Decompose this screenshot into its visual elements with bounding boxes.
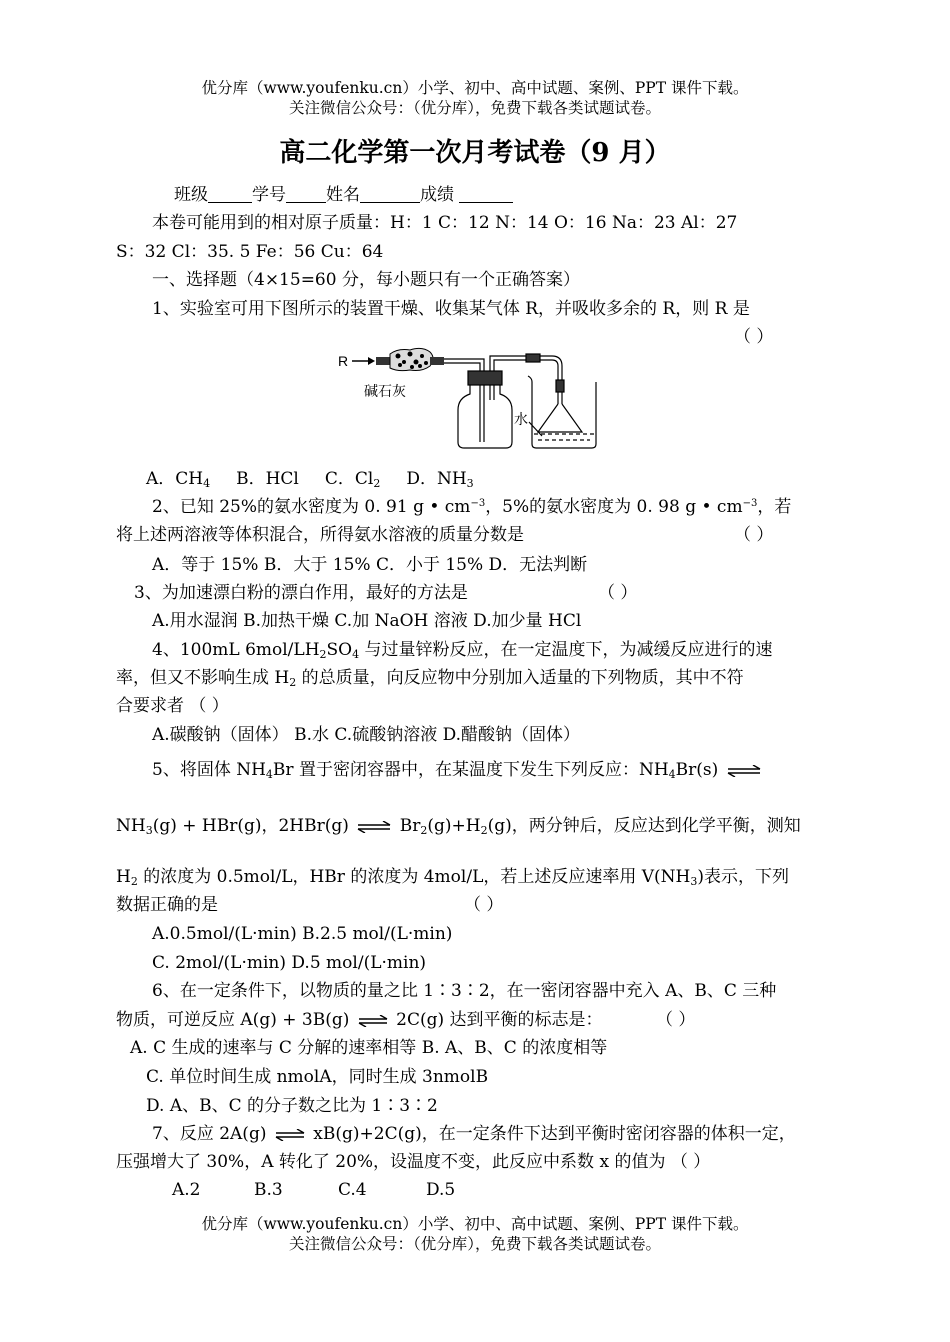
name-blank[interactable] [360,184,420,203]
equilibrium-arrow-icon [357,821,391,833]
q4-stem-line-2: 率，但又不影响生成 $H_2$ 的总质量，向反应物中分别加入适量的下列物质，其中不符 [116,668,744,689]
number-label: 学号 [252,185,286,205]
inlet-arrow [352,357,375,365]
q7-option-a[interactable]: A.2 [172,1180,201,1200]
diagram-label-water: 水 [514,411,528,427]
score-blank[interactable] [459,184,513,203]
q5-options-cd[interactable]: C. 2mol/(L·min) D.5 mol/(L·min) [152,953,427,973]
q6-option-c[interactable]: C. 单位时间生成 nmolA，同时生成 3nmolB [146,1067,489,1087]
diagram-label-r: R [338,353,349,369]
q1-apparatus-diagram [330,338,610,456]
student-info-line [174,184,513,206]
q2-stem-line-2: 将上述两溶液等体积混合，所得氨水溶液的质量分数是 [116,525,524,545]
q2-stem-line-1: 2、已知 25%的氨水密度为 0. 91 g • $cm^{-3}$，5%的氨水密度为 0. 98 g • $cm^{-3}$，若 [152,497,792,517]
number-blank[interactable] [286,184,326,203]
q1-options [146,468,474,490]
equilibrium-arrow-icon [727,765,761,777]
drying-tube [376,348,444,370]
header-line-2: 关注微信公众号：（优分库），免费下载各类试题试卷。 [288,99,661,117]
q7-option-c[interactable]: C.4 [338,1180,367,1200]
q6-option-d[interactable]: D. A、B、C 的分子数之比为 1∶3∶2 [146,1096,438,1116]
equilibrium-arrow-icon [275,1129,305,1141]
page-title: 高二化学第一次月考试卷（9 月） [279,138,671,168]
header-line-1: 优分库（www.youfenku.cn）小学、初中、高中试题、案例、PPT 课件下载。 [201,79,749,97]
footer-line-2: 关注微信公众号：（优分库），免费下载各类试题试卷。 [288,1235,661,1253]
q7-option-b[interactable]: B.3 [254,1180,283,1200]
class-blank[interactable] [208,184,252,203]
q1-stem: 1、实验室可用下图所示的装置干燥、收集某气体 R，并吸收多余的 R，则 R 是 [152,299,750,319]
q1-answer-bracket: （ ） [734,327,774,347]
q6-answer-bracket: （ ） [656,1010,696,1030]
name-label: 姓名 [326,185,360,205]
connecting-tubes [444,354,562,384]
q3-options[interactable]: A.用水湿润 B.加热干燥 C.加 NaOH 溶液 D.加少量 HCl [152,611,582,631]
q6-options-ab[interactable]: A. C 生成的速率与 C 分解的速率相等 B. A、B、C 的浓度相等 [130,1038,608,1058]
q5-options-ab[interactable]: A.0.5mol/(L·min) B.2.5 mol/(L·min) [152,924,453,944]
q4-stem-line-1: 4、100mL $6mol/LH_2SO_4$ 与过量锌粉反应，在一定温度下，为减缓反应进行的速 [152,640,773,661]
class-label: 班级 [174,185,208,205]
q2-options[interactable]: A．等于 15% B．大于 15% C．小于 15% D．无法判断 [152,555,588,575]
section-heading: 一、选择题（4×15=60 分，每小题只有一个正确答案） [152,270,580,290]
q5-stem-line-4: 数据正确的是 [116,895,218,915]
footer-line-1: 优分库（www.youfenku.cn）小学、初中、高中试题、案例、PPT 课件下载。 [201,1215,749,1233]
q5-stem-line-1: 5、将固体 $NH_4Br$ 置于密闭容器中，在某温度下发生下列反应：$NH_4Br(s)$ [152,759,764,781]
beaker-with-funnel [528,376,596,448]
q5-stem-line-2: $NH_3(g) + HBr(g)$，2HBr(g) $Br_2(g)+H_2(g)$，两分钟后，反应达到化学平衡，测知 [116,816,801,837]
q7-stem-line-2: 压强增大了 30%，A 转化了 20%，设温度不变，此反应中系数 x 的值为 （ ） [116,1152,711,1172]
q5-stem-line-3: $H_2$ 的浓度为 0.5mol/L，HBr 的浓度为 4mol/L，若上述反应速率用 $V(NH_3)$表示，下列 [116,867,790,888]
q3-answer-bracket: （ ） [598,583,638,603]
collection-bottle [458,371,512,448]
q1-option-a[interactable]: A．$CH_4$ [146,469,211,490]
q6-stem-line-1: 6、在一定条件下，以物质的量之比 1∶3∶2，在一密闭容器中充入 A、B、C 三种 [152,981,777,1001]
q6-stem-line-2: 物质，可逆反应 A(g) + 3B(g) 2C(g) 达到平衡的标志是： [116,1010,603,1030]
q1-option-d[interactable]: D．$NH_3$ [406,469,474,490]
equilibrium-arrow-icon [358,1015,388,1027]
q7-option-d[interactable]: D.5 [426,1180,456,1200]
atomic-masses-line-2: S：32 Cl：35. 5 Fe：56 Cu：64 [116,242,384,262]
q1-option-c[interactable]: C．$Cl_2$ [324,469,381,490]
q1-option-b[interactable]: B．HCl [236,469,299,489]
score-label: 成绩 [420,185,454,205]
q7-stem-line-1: 7、反应 2A(g) xB(g)+2C(g)，在一定条件下达到平衡时密闭容器的体积一定， [152,1124,796,1144]
atomic-masses-line-1: 本卷可能用到的相对原子质量：H：1 C：12 N：14 O：16 Na：23 Al：27 [152,213,738,233]
q3-stem: 3、为加速漂白粉的漂白作用，最好的方法是 [134,583,468,603]
diagram-label-lime: 碱石灰 [364,383,406,399]
q4-options[interactable]: A.碳酸钠（固体） B.水 C.硫酸钠溶液 D.醋酸钠（固体） [152,725,581,745]
q4-stem-line-3: 合要求者 （ ） [116,696,229,716]
q5-answer-bracket: （ ） [464,895,504,915]
q2-answer-bracket: （ ） [734,525,774,545]
